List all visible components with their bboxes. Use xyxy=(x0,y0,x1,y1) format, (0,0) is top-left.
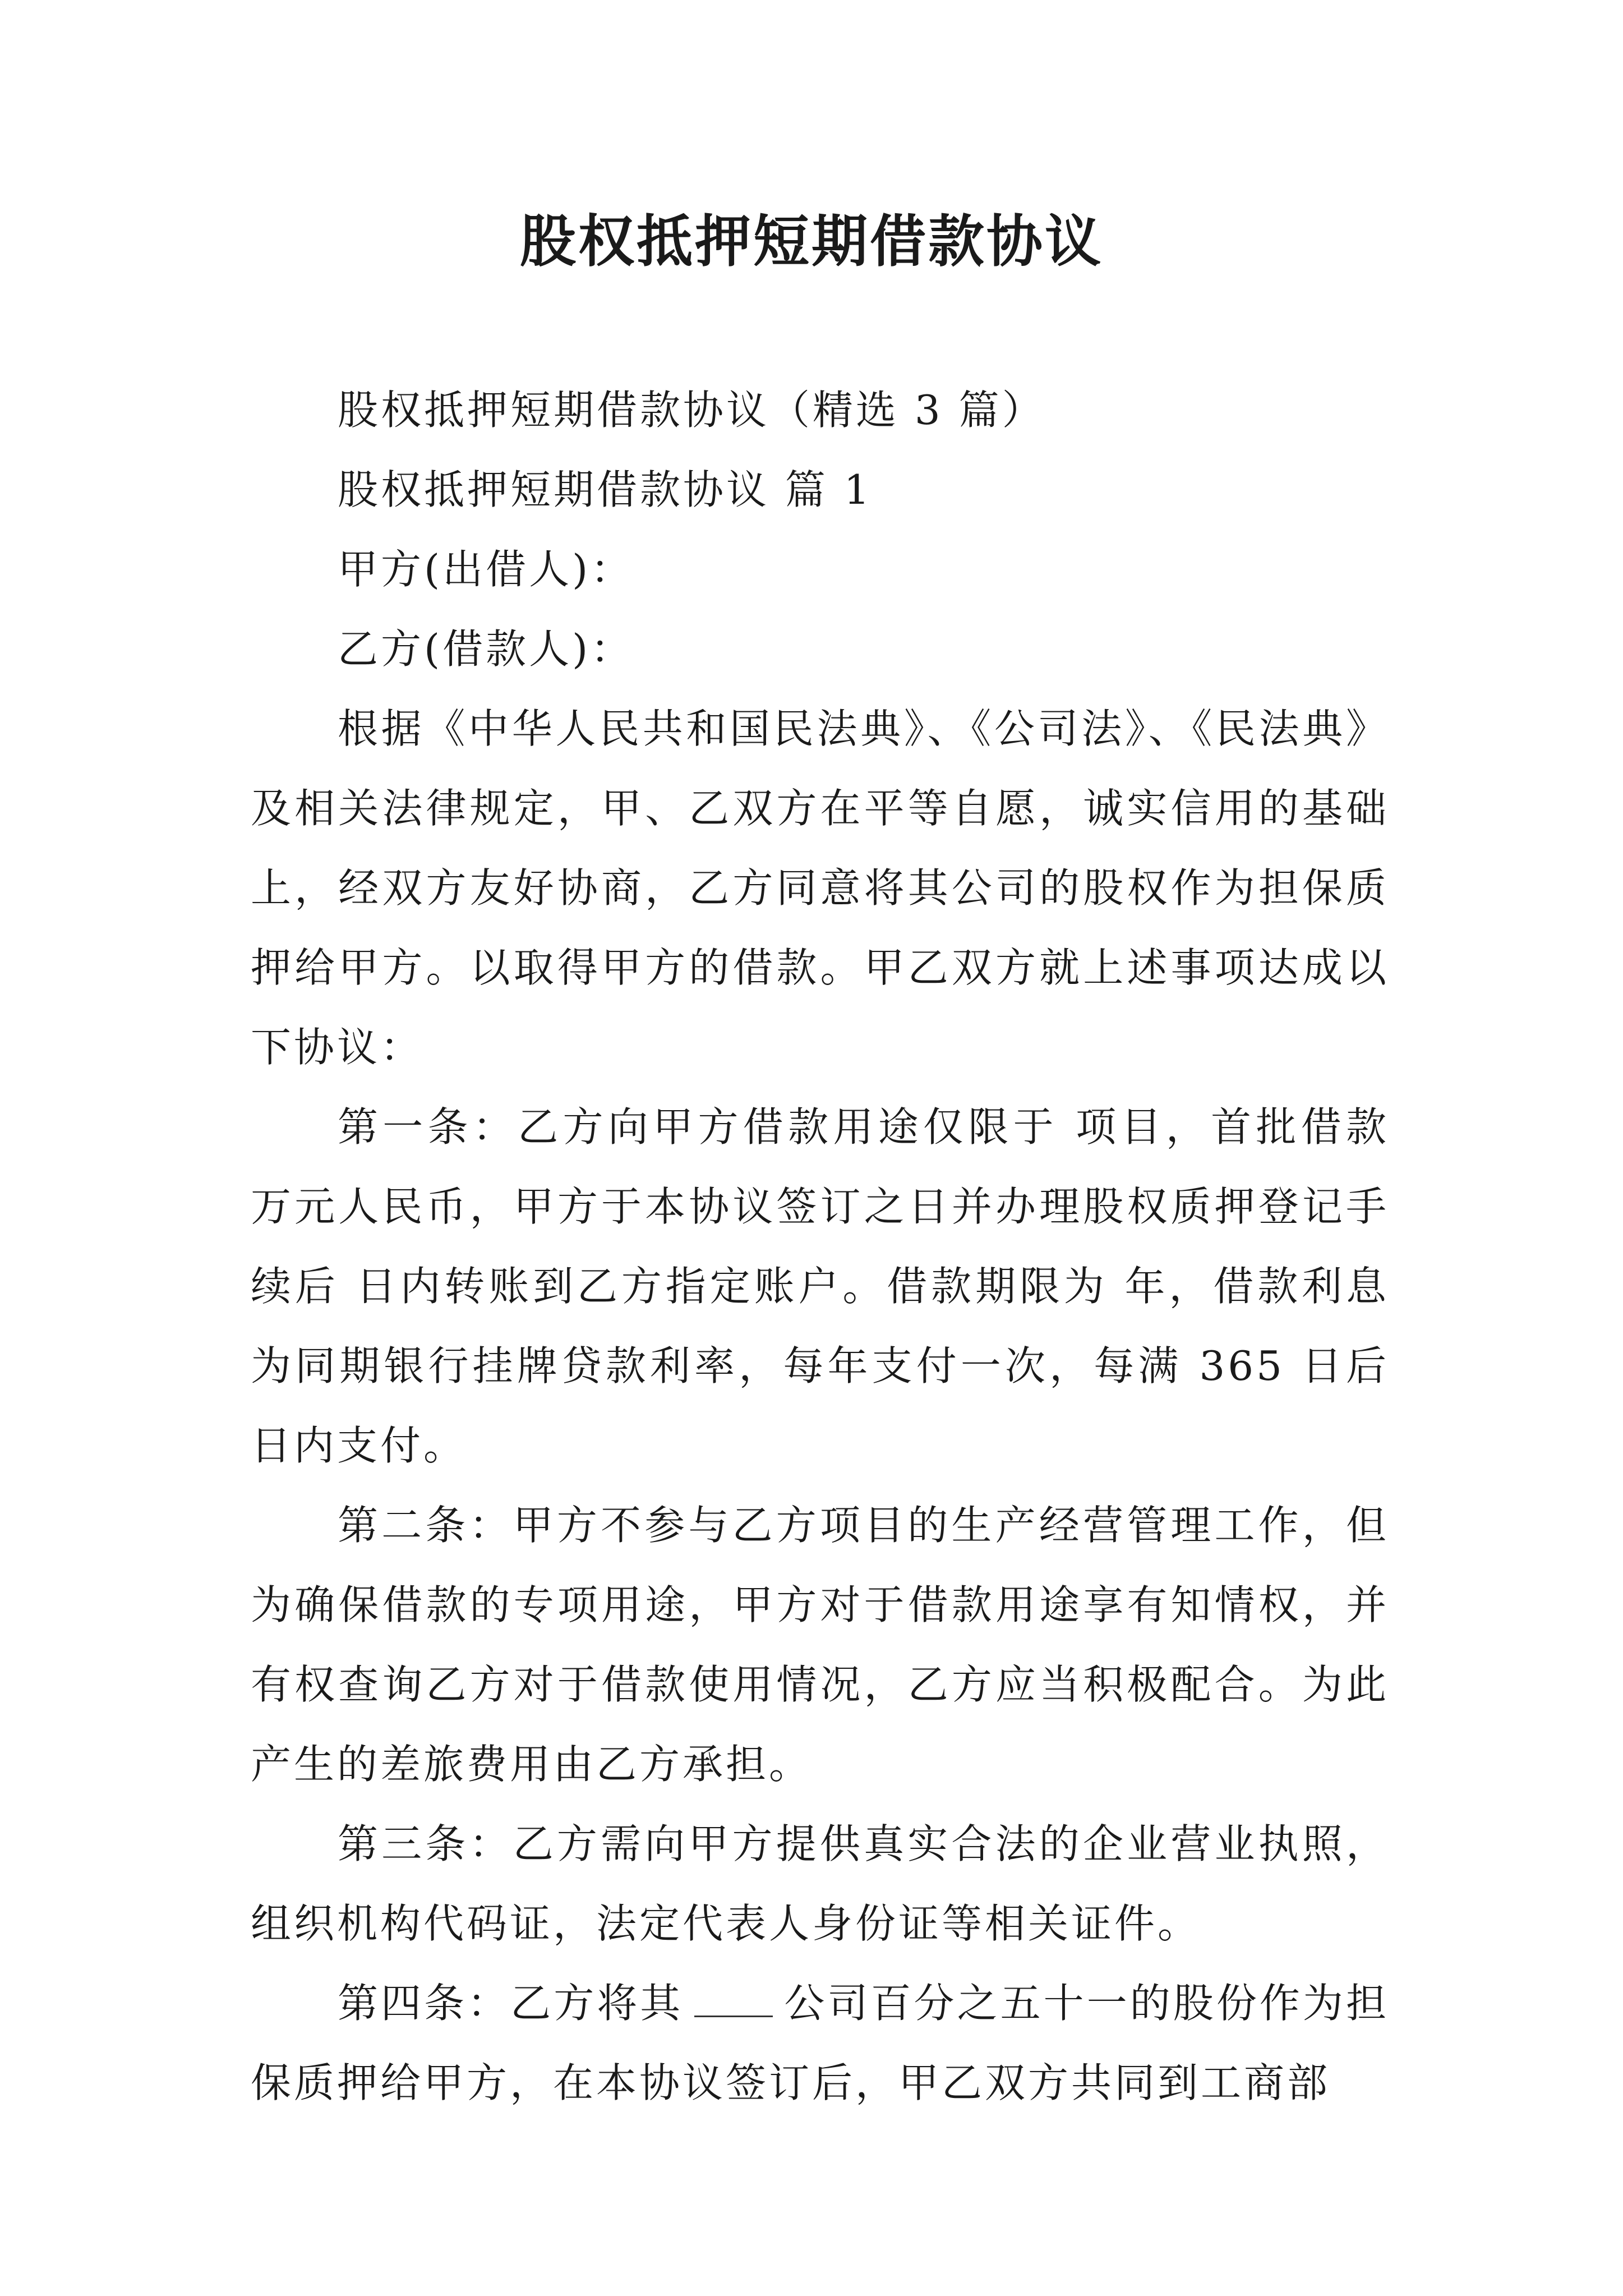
paragraph-party-b: 乙方(借款人)： xyxy=(338,625,634,673)
paragraph-section-heading: 股权抵押短期借款协议 篇 1 xyxy=(338,466,873,513)
paragraph-preamble: 根据《中华人民共和国民法典》、《公司法》、《民法典》及相关法律规定，甲、乙双方在平等自愿，诚实信用的基础上，经双方友好协商，乙方同意将其公司的股权作为担保质押给甲方。以取得甲方的借款。甲乙双方就上述事项达成以下协议： xyxy=(251,705,1389,1071)
fill-in-blank xyxy=(694,2015,773,2017)
document-title: 股权抵押短期借款协议 xyxy=(520,208,1103,274)
paragraph-article-2: 第二条：甲方不参与乙方项目的生产经营管理工作，但为确保借款的专项用途，甲方对于借款用途享有知情权，并有权查询乙方对于借款使用情况，乙方应当积极配合。为此产生的差旅费用由乙方承担。 xyxy=(251,1502,1389,1788)
article-4-rest: 公司百分之五十一的股份作为担保质押给甲方，在本协议签订后，甲乙双方共同到工商部 xyxy=(251,1980,1389,2106)
article-4-lead: 第四条：乙方将其 xyxy=(338,1980,684,2027)
paragraph-article-1: 第一条：乙方向甲方借款用途仅限于 项目，首批借款万元人民币，甲方于本协议签订之日并办理股权质押登记手续后 日内转账到乙方指定账户。借款期限为 年，借款利息为同期银行挂牌贷款利率，每年支付一次，每满 365 日后日内支付。 xyxy=(251,1103,1389,1469)
paragraph-subtitle: 股权抵押短期借款协议（精选 3 篇） xyxy=(338,386,1045,434)
paragraph-article-3: 第三条：乙方需向甲方提供真实合法的企业营业执照，组织机构代码证，法定代表人身份证等相关证件。 xyxy=(251,1820,1389,1947)
paragraph-article-4 xyxy=(251,1963,1389,2123)
paragraph-party-a: 甲方(出借人)： xyxy=(338,546,634,593)
document-body xyxy=(251,370,1389,2123)
